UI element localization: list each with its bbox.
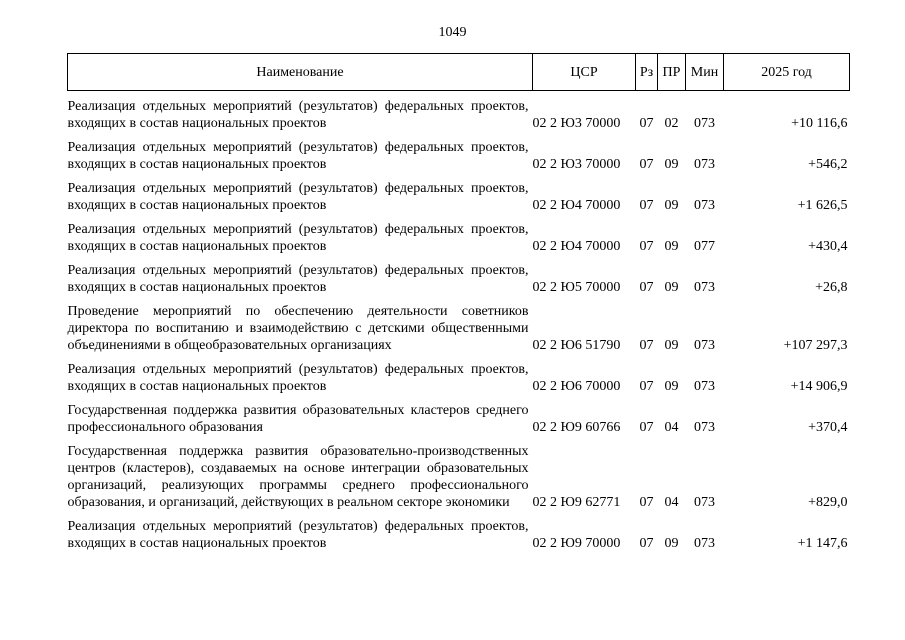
row-rz: 07 <box>639 420 654 435</box>
row-csr: 02 2 Ю3 70000 <box>532 157 621 172</box>
row-name: Реализация отдельных мероприятий (результатов) федеральных проектов, входящих в состав национальных проектов <box>67 519 529 551</box>
row-csr: 02 2 Ю3 70000 <box>532 116 621 131</box>
row-amount: +546,2 <box>808 157 848 172</box>
row-csr: 02 2 Ю9 70000 <box>532 536 621 551</box>
row-amount: +1 147,6 <box>797 536 848 551</box>
row-pr: 09 <box>664 379 679 394</box>
budget-table <box>67 53 850 552</box>
row-min: 077 <box>694 239 715 254</box>
row-name: Реализация отдельных мероприятий (результатов) федеральных проектов, входящих в состав национальных проектов <box>67 362 529 394</box>
row-name: Государственная поддержка развития образовательных кластеров среднего профессионального образования <box>67 403 529 435</box>
header-pr: ПР <box>658 54 686 91</box>
row-pr: 09 <box>664 239 679 254</box>
row-amount: +107 297,3 <box>783 338 848 353</box>
row-pr: 09 <box>664 198 679 213</box>
row-rz: 07 <box>639 198 654 213</box>
row-pr: 09 <box>664 280 679 295</box>
row-name: Реализация отдельных мероприятий (результатов) федеральных проектов, входящих в состав национальных проектов <box>67 263 529 295</box>
row-amount: +370,4 <box>808 420 848 435</box>
row-amount: +829,0 <box>808 495 848 510</box>
table-row <box>68 296 850 354</box>
table-row <box>68 173 850 214</box>
row-min: 073 <box>694 420 715 435</box>
row-rz: 07 <box>639 495 654 510</box>
table-row <box>68 214 850 255</box>
table-row <box>68 354 850 395</box>
row-csr: 02 2 Ю4 70000 <box>532 239 621 254</box>
row-rz: 07 <box>639 379 654 394</box>
row-name: Реализация отдельных мероприятий (результатов) федеральных проектов, входящих в состав национальных проектов <box>67 140 529 172</box>
row-rz: 07 <box>639 338 654 353</box>
row-amount: +26,8 <box>815 280 848 295</box>
header-csr: ЦСР <box>533 54 636 91</box>
header-name: Наименование <box>68 54 533 91</box>
row-min: 073 <box>694 495 715 510</box>
header-year: 2025 год <box>724 54 850 91</box>
row-amount: +14 906,9 <box>790 379 848 394</box>
row-name: Реализация отдельных мероприятий (результатов) федеральных проектов, входящих в состав национальных проектов <box>67 181 529 213</box>
row-min: 073 <box>694 157 715 172</box>
row-name: Реализация отдельных мероприятий (результатов) федеральных проектов, входящих в состав национальных проектов <box>67 222 529 254</box>
row-rz: 07 <box>639 239 654 254</box>
row-min: 073 <box>694 536 715 551</box>
row-pr: 04 <box>664 495 679 510</box>
row-pr: 09 <box>664 338 679 353</box>
row-name: Реализация отдельных мероприятий (результатов) федеральных проектов, входящих в состав национальных проектов <box>67 99 529 131</box>
row-csr: 02 2 Ю9 60766 <box>532 420 621 435</box>
row-rz: 07 <box>639 157 654 172</box>
header-min: Мин <box>686 54 724 91</box>
table-row <box>68 511 850 552</box>
row-rz: 07 <box>639 116 654 131</box>
row-csr: 02 2 Ю6 70000 <box>532 379 621 394</box>
row-name: Государственная поддержка развития образовательно-производственных центров (кластеров), создаваемых на основе интеграции образовательных организаций, реализующих программы среднего профессионального образования, и организаций, действующих в реальном секторе экономики <box>67 444 529 510</box>
row-min: 073 <box>694 379 715 394</box>
table-header <box>68 54 850 91</box>
row-min: 073 <box>694 338 715 353</box>
table-row <box>68 436 850 511</box>
row-pr: 09 <box>664 536 679 551</box>
table-row <box>68 255 850 296</box>
row-amount: +1 626,5 <box>797 198 848 213</box>
row-rz: 07 <box>639 536 654 551</box>
table-row <box>68 395 850 436</box>
row-pr: 02 <box>664 116 679 131</box>
row-csr: 02 2 Ю6 51790 <box>532 338 621 353</box>
header-rz: Рз <box>636 54 658 91</box>
row-name: Проведение мероприятий по обеспечению деятельности советников директора по воспитанию и взаимодействию с детскими общественными объединениями в общеобразовательных организациях <box>67 304 529 353</box>
row-min: 073 <box>694 280 715 295</box>
row-csr: 02 2 Ю9 62771 <box>532 495 621 510</box>
row-pr: 09 <box>664 157 679 172</box>
table-body <box>68 91 850 553</box>
row-min: 073 <box>694 116 715 131</box>
row-rz: 07 <box>639 280 654 295</box>
table-row <box>68 132 850 173</box>
page-number: 1049 <box>438 25 467 40</box>
row-min: 073 <box>694 198 715 213</box>
row-amount: +430,4 <box>808 239 848 254</box>
row-pr: 04 <box>664 420 679 435</box>
table-row <box>68 91 850 133</box>
row-csr: 02 2 Ю5 70000 <box>532 280 621 295</box>
row-amount: +10 116,6 <box>791 116 848 131</box>
row-csr: 02 2 Ю4 70000 <box>532 198 621 213</box>
